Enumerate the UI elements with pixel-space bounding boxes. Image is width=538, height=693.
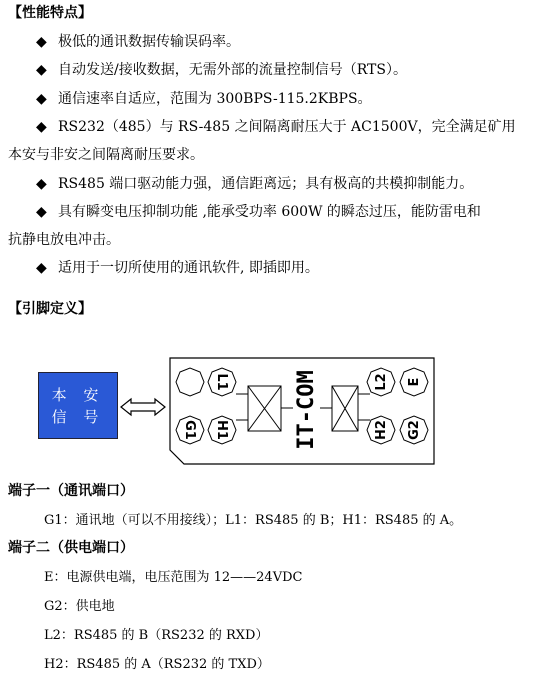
bullet-icon: ◆	[36, 34, 47, 50]
label-e: E	[407, 377, 422, 387]
feature-item	[36, 31, 240, 51]
pin-diagram	[118, 348, 438, 466]
terminal2-line: H2：RS485 的 A（RS232 的 TXD）	[44, 657, 270, 672]
terminal2-line: G2：供电地	[44, 599, 115, 614]
label-h2: H2	[374, 420, 389, 440]
signal-box-line2: 信 号	[51, 407, 105, 426]
signal-box-line1: 本 安	[51, 385, 105, 404]
feature-text: 具有瞬变电压抑制功能 ,能承受功率 600W 的瞬态过压，能防雷电和	[58, 204, 481, 220]
bullet-icon: ◆	[36, 204, 47, 220]
terminal2-line: L2：RS485 的 B（RS232 的 RXD）	[44, 628, 269, 643]
terminal1-desc: G1：通讯地（可以不用接线）；L1：RS485 的 B；H1：RS485 的 A。	[44, 513, 463, 528]
feature-text: 极低的通讯数据传输误码率。	[58, 34, 240, 50]
bullet-icon: ◆	[36, 119, 47, 135]
feature-text: RS232（485）与 RS-485 之间隔离耐压大于 AC1500V，完全满足矿用	[58, 119, 516, 135]
terminal2-line: E：电源供电端，电压范围为 12——24VDC	[44, 570, 303, 585]
terminal2-title: 端子二（供电端口）	[8, 540, 134, 556]
feature-text: 适用于一切所使用的通讯软件, 即插即用。	[58, 260, 319, 276]
device-label: IT-COM	[294, 370, 319, 450]
feature-item	[36, 88, 372, 108]
feature-text: RS485 端口驱动能力强，通信距离远；具有极高的共模抑制能力。	[58, 176, 474, 192]
feature-item	[36, 257, 319, 277]
label-l1: L1	[214, 373, 229, 391]
terminal-blank	[176, 368, 204, 396]
features-heading: 【性能特点】	[8, 5, 92, 21]
pins-heading: 【引脚定义】	[8, 301, 92, 317]
bullet-icon: ◆	[36, 62, 47, 78]
feature-item	[36, 173, 473, 193]
bullet-icon: ◆	[36, 176, 47, 192]
double-arrow-icon	[121, 399, 165, 415]
feature-item	[36, 116, 516, 136]
feature-item	[36, 59, 407, 79]
feature-text-continued: 抗静电放电冲击。	[8, 232, 120, 248]
feature-text-continued: 本安与非安之间隔离耐压要求。	[8, 147, 204, 163]
bullet-icon: ◆	[36, 91, 47, 107]
bullet-icon: ◆	[36, 260, 47, 276]
label-l2: L2	[374, 373, 389, 391]
label-g2: G2	[407, 420, 422, 440]
label-h1: H1	[214, 420, 229, 440]
feature-item	[36, 201, 481, 221]
label-g1: G1	[182, 420, 197, 440]
terminal1-title: 端子一（通讯端口）	[8, 483, 134, 499]
feature-text: 通信速率自适应，范围为 300BPS-115.2KBPS。	[58, 91, 372, 107]
intrinsic-signal-box	[38, 372, 118, 439]
feature-text: 自动发送/接收数据，无需外部的流量控制信号（RTS）。	[58, 62, 407, 78]
